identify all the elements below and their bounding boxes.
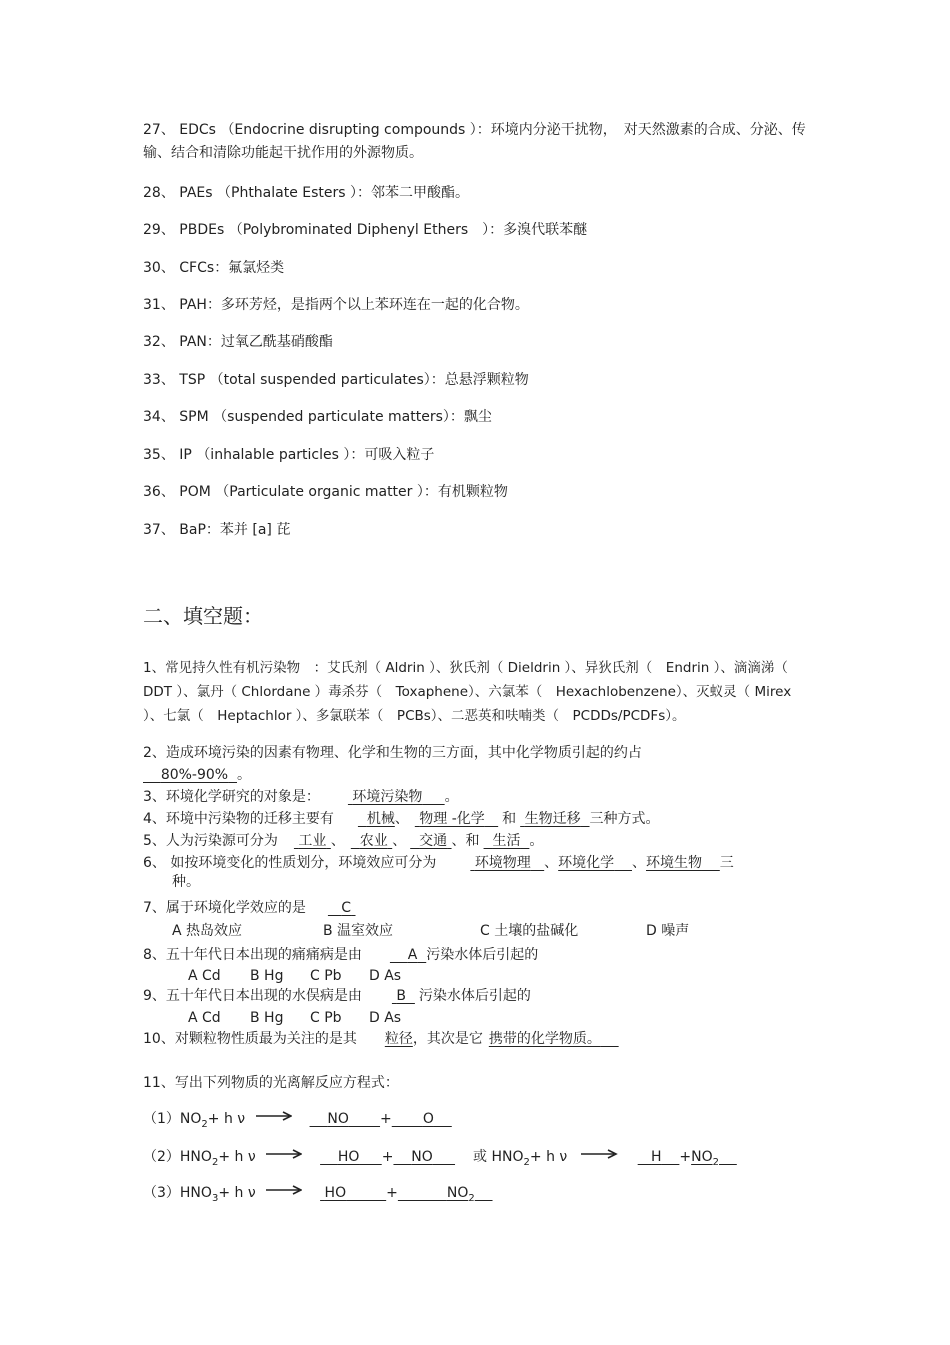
question-4 bbox=[143, 808, 811, 830]
subscript: 2 bbox=[468, 1192, 475, 1204]
term-full-name: （suspended particulate matters） bbox=[213, 409, 450, 425]
question-5 bbox=[143, 830, 811, 852]
term-definition: ：有机颗粒物 bbox=[423, 484, 508, 500]
reaction-2 bbox=[143, 1146, 811, 1174]
reactant: （2）HNO bbox=[143, 1149, 212, 1165]
term-full-name: （total suspended particulates） bbox=[209, 372, 431, 388]
question-2 bbox=[143, 742, 811, 764]
question-6-cont: 种。 bbox=[172, 874, 200, 890]
term-abbr: BaP bbox=[179, 522, 206, 538]
term-35 bbox=[143, 444, 811, 466]
product: NO bbox=[691, 1149, 713, 1165]
separator: 、 bbox=[330, 833, 345, 849]
term-27 bbox=[143, 119, 811, 165]
term-29 bbox=[143, 219, 811, 241]
term-abbr: PAN bbox=[179, 334, 207, 350]
answer-blank bbox=[398, 1185, 493, 1204]
separator: 、 bbox=[392, 833, 407, 849]
question-7 bbox=[143, 897, 811, 919]
term-full-name: （Polybrominated Diphenyl Ethers ） bbox=[228, 222, 490, 238]
term-full-name: （Endocrine disrupting compounds ） bbox=[220, 122, 477, 138]
answer-blank bbox=[558, 855, 632, 871]
answer-blank bbox=[351, 833, 392, 849]
arrow-right-icon bbox=[256, 1111, 292, 1121]
answer-text: 环境化学 bbox=[558, 855, 615, 871]
answer-blank bbox=[310, 1111, 380, 1127]
answer-blank bbox=[489, 1031, 619, 1047]
term-number: 31、 bbox=[143, 297, 175, 313]
question-tail: 。 bbox=[529, 833, 544, 849]
term-definition: ：氟氯烃类 bbox=[214, 260, 285, 276]
term-abbr: CFCs bbox=[179, 260, 215, 276]
option-a: A 热岛效应 bbox=[172, 923, 243, 939]
question-1: 1、常见持久性有机污染物 ：艾氏剂（ Aldrin ）、狄氏剂（ Dieldrin ）、异狄氏剂（ Endrin ）、滴滴涕（ DDT ）、氯丹（ Chlordane ）毒杀芬（ Toxaphene）、六氯苯（ Hexachlobenzene）、灭蚁灵（ Mirex ）、七氯（ Heptachlor ）、多氯联苯（ PCBs）、二恶英和呋喃类（ PCDDs/PCDFs）。 bbox=[143, 660, 792, 724]
plus-sign: + bbox=[386, 1185, 398, 1201]
answer-blank bbox=[390, 947, 426, 963]
answer-blank bbox=[415, 811, 498, 827]
option-b: B 温室效应 bbox=[323, 923, 394, 939]
term-full-name: （inhalable particles ） bbox=[196, 447, 351, 463]
answer-blank bbox=[294, 833, 331, 849]
reaction-3 bbox=[143, 1182, 811, 1210]
term-definition: ：环境内分泌干扰物， 对天然激素的合成、分泌、传输、结合和清除功能起干扰作用的外源物质。 bbox=[143, 122, 806, 161]
subscript: 2 bbox=[211, 1156, 219, 1168]
question-tail: 三种方式。 bbox=[589, 811, 660, 827]
term-definition: ：可吸入粒子 bbox=[350, 447, 435, 463]
answer-text: 工业 bbox=[298, 833, 327, 849]
question-text: 8、五十年代日本出现的痛痛病是由 bbox=[143, 947, 362, 963]
answer-blank bbox=[520, 811, 589, 827]
separator: 、 bbox=[451, 833, 466, 849]
section-title: 二、填空题： bbox=[143, 604, 263, 628]
answer-text: 环境生物 bbox=[645, 855, 702, 871]
question-8 bbox=[143, 944, 811, 966]
answer-blank bbox=[392, 1111, 452, 1127]
question-10 bbox=[143, 1028, 811, 1050]
answer-text: 携带的化学物质。 bbox=[488, 1031, 601, 1047]
option-a: A Cd bbox=[188, 1010, 221, 1026]
answer-blank bbox=[691, 1149, 737, 1168]
answer-blank bbox=[320, 1185, 386, 1201]
option-d: D 噪声 bbox=[646, 923, 690, 939]
product: NO bbox=[411, 1149, 433, 1165]
product: HO bbox=[337, 1149, 360, 1165]
question-tail: 。 bbox=[237, 767, 252, 783]
term-number: 27、 bbox=[143, 122, 175, 138]
term-number: 34、 bbox=[143, 409, 175, 425]
answer-blank bbox=[320, 1149, 382, 1165]
question-6: 6、 如按环境变化的性质划分，环境效应可分为 环境物理 、环境化学 、环境生物 三 bbox=[143, 855, 734, 871]
product: NO bbox=[327, 1111, 349, 1127]
term-abbr: SPM bbox=[179, 409, 209, 425]
option-b: B Hg bbox=[250, 1010, 284, 1026]
separator: 和 bbox=[465, 833, 480, 849]
term-definition: ：过氧乙酰基硝酸酯 bbox=[206, 334, 333, 350]
plus-sign: + bbox=[380, 1111, 392, 1127]
term-abbr: EDCs bbox=[179, 122, 216, 138]
subscript: 2 bbox=[523, 1156, 530, 1168]
photon-term: + h ν bbox=[529, 1149, 568, 1165]
option-d: D As bbox=[369, 968, 402, 984]
term-definition: ：飘尘 bbox=[449, 409, 492, 425]
answer-text: 农业 bbox=[359, 833, 388, 849]
answer-text: 生物迁移 bbox=[524, 811, 581, 827]
question-9 bbox=[143, 985, 811, 1007]
plus-sign: + bbox=[679, 1149, 692, 1165]
separator: 和 bbox=[502, 811, 517, 827]
answer-blank bbox=[348, 789, 445, 805]
question-2-answer-line bbox=[143, 764, 811, 786]
question-tail: 污染水体后引起的 bbox=[426, 947, 539, 963]
term-abbr: PAH bbox=[179, 297, 207, 313]
question-text: 4、环境中污染物的迁移主要有 bbox=[143, 811, 334, 827]
term-36 bbox=[143, 481, 811, 503]
answer-text: 生活 bbox=[492, 833, 521, 849]
term-abbr: POM bbox=[179, 484, 211, 500]
answer-blank bbox=[328, 900, 356, 916]
term-number: 37、 bbox=[143, 522, 175, 538]
question-text: 6、 如按环境变化的性质划分，环境效应可分为 bbox=[143, 855, 437, 871]
answer-blank bbox=[393, 1149, 455, 1165]
reaction-1 bbox=[143, 1108, 811, 1136]
answer-blank bbox=[143, 767, 237, 783]
term-definition: ：总悬浮颗粒物 bbox=[430, 372, 529, 388]
answer-text: 机械 bbox=[366, 811, 395, 827]
answer-blank bbox=[358, 811, 395, 827]
term-abbr: IP bbox=[179, 447, 192, 463]
term-number: 29、 bbox=[143, 222, 175, 238]
term-number: 30、 bbox=[143, 260, 175, 276]
answer-blank bbox=[646, 855, 720, 871]
product: HO bbox=[324, 1185, 347, 1201]
plus-sign: + bbox=[381, 1149, 394, 1165]
question-text: 2、造成环境污染的因素有物理、化学和生物的三方面，其中化学物质引起的约占 bbox=[143, 745, 642, 761]
answer-text: 环境物理 bbox=[474, 855, 531, 871]
answer-blank bbox=[392, 988, 415, 1004]
term-definition: ：多环芳烃，是指两个以上苯环连在一起的化合物。 bbox=[206, 297, 529, 313]
term-31 bbox=[143, 294, 811, 316]
option-d: D As bbox=[369, 1010, 402, 1026]
arrow-right-icon bbox=[266, 1185, 302, 1195]
answer-blank bbox=[410, 833, 451, 849]
answer-blank bbox=[484, 833, 530, 849]
term-37 bbox=[143, 519, 811, 541]
answer-text: 粒径 bbox=[384, 1031, 413, 1047]
product: O bbox=[422, 1111, 434, 1127]
answer-blank bbox=[385, 1031, 413, 1047]
term-number: 36、 bbox=[143, 484, 175, 500]
option-a: A Cd bbox=[188, 968, 221, 984]
term-definition: ：邻苯二甲酸酯。 bbox=[357, 185, 470, 201]
term-30 bbox=[143, 257, 811, 279]
reactant: （3）HNO bbox=[143, 1185, 212, 1201]
answer-text: 交通 bbox=[419, 833, 448, 849]
term-full-name: （Particulate organic matter ） bbox=[215, 484, 424, 500]
question-tail: 三 bbox=[719, 855, 734, 871]
answer-blank bbox=[470, 855, 544, 871]
term-32 bbox=[143, 331, 811, 353]
question-3 bbox=[143, 786, 811, 808]
option-c: C 土壤的盐碱化 bbox=[480, 923, 579, 939]
product: H bbox=[651, 1149, 662, 1165]
question-text: 5、人为污染源可分为 bbox=[143, 833, 278, 849]
reactant: （1）NO bbox=[143, 1111, 202, 1127]
question-11: 11、写出下列物质的光离解反应方程式： bbox=[143, 1075, 399, 1091]
subscript: 3 bbox=[211, 1192, 219, 1204]
option-b: B Hg bbox=[250, 968, 284, 984]
answer-text: 物理 -化学 bbox=[419, 811, 485, 827]
arrow-right-icon bbox=[266, 1149, 302, 1159]
term-number: 28、 bbox=[143, 185, 175, 201]
answer-text: A bbox=[407, 947, 418, 963]
question-text: 3、环境化学研究的对象是： bbox=[143, 789, 320, 805]
term-number: 35、 bbox=[143, 447, 175, 463]
term-abbr: PBDEs bbox=[179, 222, 225, 238]
question-text: 7、属于环境化学效应的是 bbox=[143, 900, 306, 916]
question-text: 9、五十年代日本出现的水俣病是由 bbox=[143, 988, 362, 1004]
subscript: 2 bbox=[712, 1156, 719, 1168]
separator: 、 bbox=[394, 811, 409, 827]
term-number: 33、 bbox=[143, 372, 175, 388]
term-abbr: PAEs bbox=[179, 185, 213, 201]
subscript: 2 bbox=[201, 1118, 208, 1130]
question-tail: 。 bbox=[444, 789, 459, 805]
photon-term: + h ν bbox=[218, 1149, 256, 1165]
alternative-reactant: 或 HNO bbox=[473, 1149, 524, 1165]
term-abbr: TSP bbox=[179, 372, 206, 388]
term-definition: ：苯并 [a] 芘 bbox=[205, 522, 291, 538]
answer-text: 80%-90% bbox=[160, 767, 229, 783]
term-definition: ：多溴代联苯醚 bbox=[489, 222, 588, 238]
option-c: C Pb bbox=[310, 968, 342, 984]
term-full-name: （Phthalate Esters ） bbox=[217, 185, 358, 201]
question-text: ，其次是它 bbox=[412, 1031, 483, 1047]
term-28 bbox=[143, 182, 811, 204]
photon-term: + h ν bbox=[218, 1185, 256, 1201]
question-text: 10、对颗粒物性质最为关注的是其 bbox=[143, 1031, 357, 1047]
question-tail: 污染水体后引起的 bbox=[418, 988, 531, 1004]
photon-term: + h ν bbox=[207, 1111, 246, 1127]
product: NO bbox=[446, 1185, 469, 1201]
answer-text: C bbox=[341, 900, 352, 916]
term-33 bbox=[143, 369, 811, 391]
term-number: 32、 bbox=[143, 334, 175, 350]
answer-text: B bbox=[396, 988, 406, 1004]
arrow-right-icon bbox=[578, 1149, 620, 1159]
answer-blank bbox=[638, 1149, 680, 1165]
answer-text: 环境污染物 bbox=[352, 789, 423, 805]
term-34 bbox=[143, 406, 811, 428]
option-c: C Pb bbox=[310, 1010, 342, 1026]
